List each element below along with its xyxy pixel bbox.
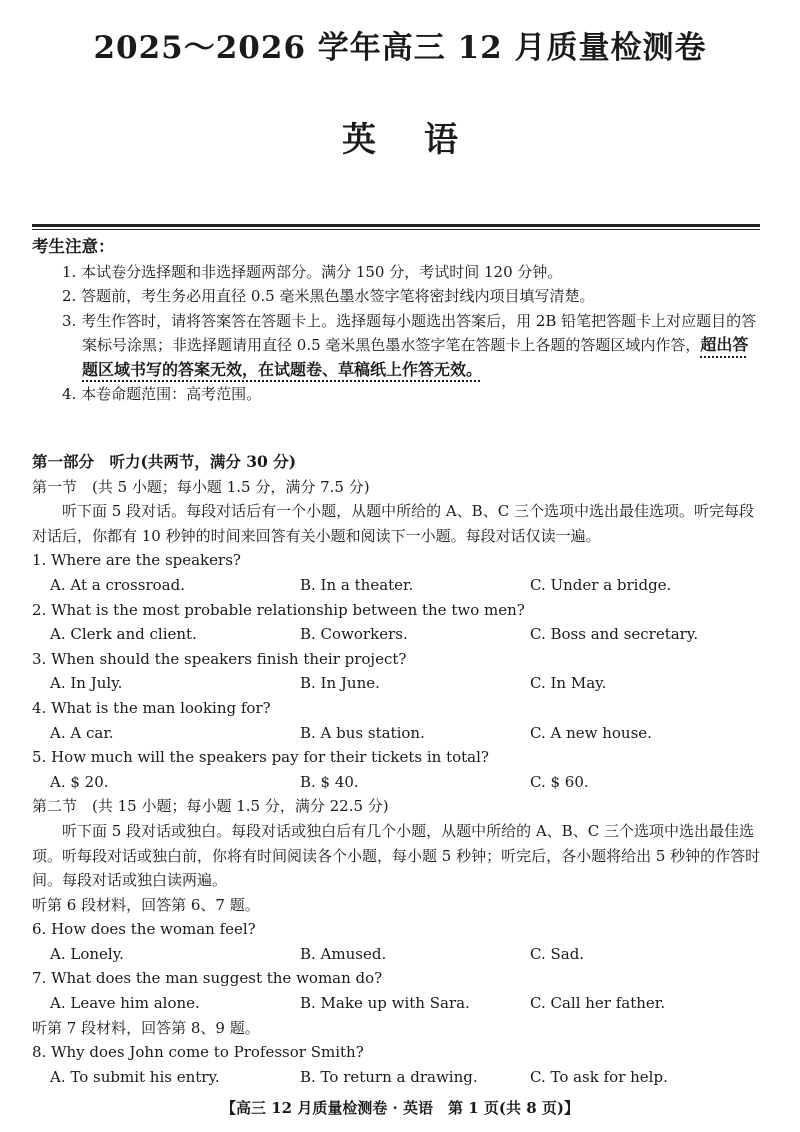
options bbox=[32, 622, 762, 647]
section1-title: 第一节 (共 5 小题；每小题 1.5 分，满分 7.5 分) bbox=[32, 477, 370, 496]
options bbox=[32, 1065, 762, 1090]
question-stem: 3. When should the speakers finish their project? bbox=[32, 649, 407, 668]
options bbox=[32, 991, 762, 1016]
option-a: A. At a crossroad. bbox=[50, 575, 185, 594]
option-c: C. Call her father. bbox=[530, 994, 666, 1013]
option-b: B. In June. bbox=[300, 674, 380, 693]
notice-title: 考生注意： bbox=[32, 237, 115, 256]
question-3 bbox=[32, 647, 762, 696]
options bbox=[32, 573, 762, 598]
question-8 bbox=[32, 1040, 762, 1089]
question-2 bbox=[32, 598, 762, 647]
option-a: A. $ 20. bbox=[50, 772, 109, 791]
divider-thick bbox=[32, 224, 760, 227]
notice-list bbox=[32, 260, 762, 407]
notice-item: 2. 答题前，考生务必用直径 0.5 毫米黑色墨水签字笔将密封线内项目填写清楚。 bbox=[62, 287, 595, 305]
options bbox=[32, 770, 762, 795]
question-7 bbox=[32, 966, 762, 1015]
option-a: A. A car. bbox=[50, 723, 114, 742]
question-stem: 6. How does the woman feel? bbox=[32, 920, 256, 939]
option-b: B. $ 40. bbox=[300, 772, 359, 791]
option-a: A. Clerk and client. bbox=[50, 625, 197, 644]
question-4 bbox=[32, 696, 762, 745]
option-c: C. $ 60. bbox=[530, 772, 589, 791]
option-c: C. A new house. bbox=[530, 723, 652, 742]
question-stem: 2. What is the most probable relationship between the two men? bbox=[32, 600, 525, 619]
options bbox=[32, 942, 762, 967]
option-b: B. To return a drawing. bbox=[300, 1067, 478, 1086]
section2-instructions: 听下面 5 段对话或独白。每段对话或独白后有几个小题，从题中所给的 A、B、C 三个选项中选出最佳选项。听每段对话或独白前，你将有时间阅读各个小题，每小题 5 秒钟；听完后，各小题将给出 5 秒钟的作答时间。每段对话或独白读两遍。 bbox=[32, 821, 761, 890]
option-c: C. Boss and secretary. bbox=[530, 625, 699, 644]
part1-content bbox=[32, 450, 762, 1089]
option-c: C. Under a bridge. bbox=[530, 575, 672, 594]
question-5 bbox=[32, 745, 762, 794]
question-6 bbox=[32, 917, 762, 966]
material-6-label: 听第 6 段材料，回答第 6、7 题。 bbox=[32, 895, 260, 914]
notice-item: 1. 本试卷分选择题和非选择题两部分。满分 150 分，考试时间 120 分钟。 bbox=[62, 262, 563, 281]
page-footer: 【高三 12 月质量检测卷 · 英语 第 1 页(共 8 页)】 bbox=[221, 1099, 579, 1117]
option-a: A. To submit his entry. bbox=[50, 1067, 220, 1086]
material-7-label: 听第 7 段材料，回答第 8、9 题。 bbox=[32, 1018, 260, 1037]
option-c: C. In May. bbox=[530, 674, 607, 693]
question-stem: 1. Where are the speakers? bbox=[32, 551, 241, 570]
notice-item: 4. 本卷命题范围：高考范围。 bbox=[62, 385, 262, 403]
part1-title: 第一部分 听力(共两节，满分 30 分) bbox=[32, 452, 297, 471]
section1-instructions: 听下面 5 段对话。每段对话后有一个小题，从题中所给的 A、B、C 三个选项中选出最佳选项。听完每段对话后，你都有 10 秒钟的时间来回答有关小题和阅读下一小题。每段对话仅读一遍。 bbox=[32, 502, 754, 545]
subject-title: 英语 bbox=[342, 120, 506, 160]
option-b: B. A bus station. bbox=[300, 723, 425, 742]
notice-emphasis: 超出答题区域书写的答案无效，在试题卷、草稿纸上作答无效。 bbox=[82, 335, 749, 379]
question-stem: 4. What is the man looking for? bbox=[32, 698, 271, 717]
section2-title: 第二节 (共 15 小题；每小题 1.5 分，满分 22.5 分) bbox=[32, 797, 389, 816]
options bbox=[32, 671, 762, 696]
option-b: B. Make up with Sara. bbox=[300, 994, 470, 1013]
notice-item: 3. 考生作答时，请将答案答在答题卡上。选择题每小题选出答案后，用 2B 铅笔把答题卡上对应题目的答案标号涂黑；非选择题请用直径 0.5 毫米黑色墨水签字笔在答题卡上各题的答题区域内作答，超出答题区域书写的答案无效，在试题卷、草稿纸上作答无效。 bbox=[62, 311, 757, 379]
option-b: B. In a theater. bbox=[300, 575, 414, 594]
option-a: A. Lonely. bbox=[50, 944, 124, 963]
option-a: A. Leave him alone. bbox=[50, 994, 200, 1013]
divider-thin bbox=[32, 229, 760, 230]
question-1 bbox=[32, 548, 762, 597]
question-stem: 8. Why does John come to Professor Smith? bbox=[32, 1043, 364, 1062]
option-b: B. Amused. bbox=[300, 944, 387, 963]
page-title: 2025～2026 学年高三 12 月质量检测卷 bbox=[93, 30, 707, 66]
question-stem: 7. What does the man suggest the woman do? bbox=[32, 969, 383, 988]
option-c: C. Sad. bbox=[530, 944, 585, 963]
notice-block bbox=[32, 235, 762, 407]
option-a: A. In July. bbox=[50, 674, 123, 693]
option-c: C. To ask for help. bbox=[530, 1067, 668, 1086]
option-b: B. Coworkers. bbox=[300, 625, 408, 644]
question-stem: 5. How much will the speakers pay for their tickets in total? bbox=[32, 748, 489, 767]
options bbox=[32, 721, 762, 746]
